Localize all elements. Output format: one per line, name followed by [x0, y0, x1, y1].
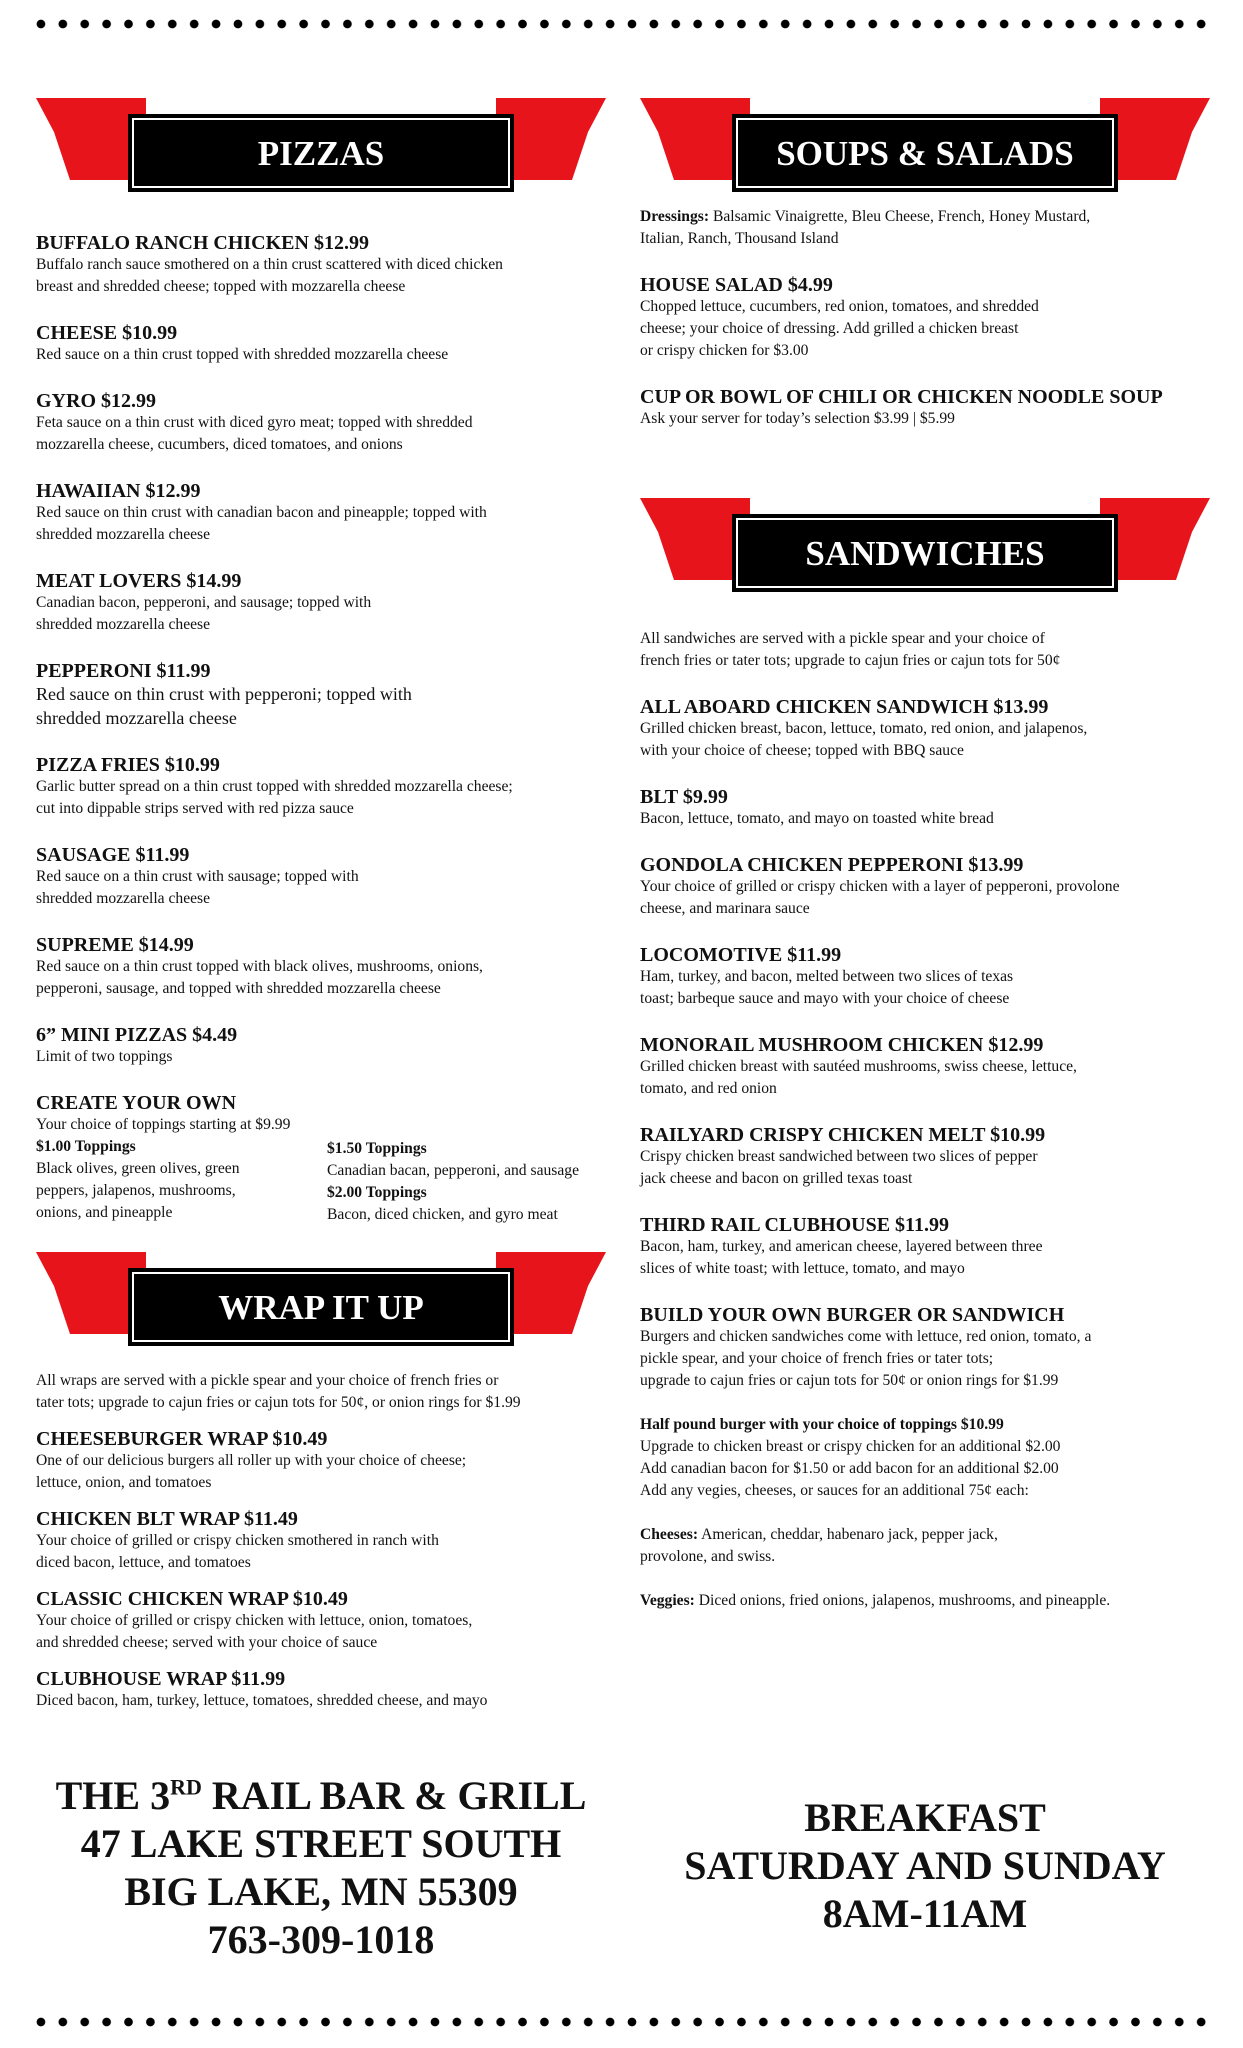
menu-item-title: SUPREME $14.99	[36, 934, 194, 956]
sandwich-list	[640, 628, 1220, 1612]
menu-item-title: PIZZA FRIES $10.99	[36, 754, 220, 776]
menu-item-desc: Chopped lettuce, cucumbers, red onion, tomatoes, and shredded	[640, 298, 1039, 315]
menu-item-title: CLUBHOUSE WRAP $11.99	[36, 1668, 286, 1690]
dressings-text-line: Balsamic Vinaigrette, Bleu Cheese, French, Honey Mustard,	[712, 208, 1091, 225]
menu-item-title: RAILYARD CRISPY CHICKEN MELT $10.99	[640, 1124, 1046, 1146]
veggies	[640, 1590, 1220, 1612]
menu-item	[640, 944, 1220, 1010]
wrap-list	[36, 1370, 606, 1712]
menu-item	[36, 232, 606, 298]
toppings-2-desc: Canadian bacan, pepperoni, and sausage	[327, 1162, 579, 1179]
menu-item	[36, 754, 606, 820]
wraps-intro-line: tater tots; upgrade to cajun fries or cajun tots for 50¢, or onion rings for $1.99	[36, 1394, 521, 1411]
menu-item	[640, 1214, 1220, 1280]
menu-item-title: BUFFALO RANCH CHICKEN $12.99	[36, 232, 369, 254]
menu-item	[36, 480, 606, 546]
menu-item-desc: shredded mozzarella cheese	[36, 616, 211, 633]
left-column	[36, 92, 606, 1712]
cheeses	[640, 1524, 1220, 1568]
menu-item-title: PEPPERONI $11.99	[36, 660, 211, 682]
menu-item-desc: Red sauce on thin crust with pepperoni; topped with	[36, 684, 412, 704]
right-column	[640, 92, 1220, 1612]
menu-item	[36, 1508, 606, 1574]
menu-item-desc: Ham, turkey, and bacon, melted between two slices of texas	[640, 968, 1014, 985]
menu-item-desc: toast; barbeque sauce and mayo with your choice of cheese	[640, 990, 1010, 1007]
veggies-label: Veggies:	[640, 1592, 695, 1609]
menu-item-title: CUP OR BOWL OF CHILI OR CHICKEN NOODLE SOUP	[640, 386, 1163, 408]
menu-item-desc: shredded mozzarella cheese	[36, 526, 211, 543]
menu-item	[640, 1124, 1220, 1190]
menu-item-desc: Bacon, ham, turkey, and american cheese, layered between three	[640, 1238, 1043, 1255]
half-pound-title: Half pound burger with your choice of toppings $10.99	[640, 1416, 1004, 1433]
toppings-1-desc-line: onions, and pineapple	[36, 1204, 173, 1221]
toppings-1-desc-line: peppers, jalapenos, mushrooms,	[36, 1182, 236, 1199]
menu-item	[640, 786, 1220, 830]
create-your-own-title: CREATE YOUR OWN	[36, 1092, 237, 1114]
menu-item-title: THIRD RAIL CLUBHOUSE $11.99	[640, 1214, 949, 1236]
menu-item-title: 6” MINI PIZZAS $4.49	[36, 1024, 238, 1046]
create-your-own	[36, 1092, 606, 1226]
menu-item-desc: Burgers and chicken sandwiches come with lettuce, red onion, tomato, a	[640, 1328, 1092, 1345]
menu-item-desc: Ask your server for today’s selection $3.99 | $5.99	[640, 410, 955, 427]
menu-item-desc: with your choice of cheese; topped with BBQ sauce	[640, 742, 964, 759]
menu-item-title: MEAT LOVERS $14.99	[36, 570, 242, 592]
street-address: 47 LAKE STREET SOUTH	[80, 1821, 562, 1866]
menu-item-desc: cheese; your choice of dressing. Add grilled a chicken breast	[640, 320, 1019, 337]
soups-list	[640, 206, 1220, 430]
menu-item-desc: Red sauce on a thin crust topped with black olives, mushrooms, onions,	[36, 958, 483, 975]
restaurant-address-block	[36, 1772, 606, 1964]
half-pound-burger	[640, 1414, 1220, 1502]
toppings-3-desc: Bacon, diced chicken, and gyro meat	[327, 1206, 558, 1223]
menu-item-desc: Buffalo ranch sauce smothered on a thin crust scattered with diced chicken	[36, 256, 503, 273]
wraps-heading: WRAP IT UP	[218, 1288, 424, 1327]
menu-item-desc: One of our delicious burgers all roller up with your choice of cheese;	[36, 1452, 467, 1469]
toppings-3-title: $2.00 Toppings	[327, 1184, 427, 1201]
menu-item-title: BUILD YOUR OWN BURGER OR SANDWICH	[640, 1304, 1065, 1326]
wraps-banner	[36, 1246, 606, 1364]
menu-item-desc: Your choice of grilled or crispy chicken with a layer of pepperoni, provolone	[640, 878, 1120, 895]
menu-item-desc: diced bacon, lettuce, and tomatoes	[36, 1554, 251, 1571]
menu-item-desc: shredded mozzarella cheese	[36, 708, 237, 728]
breakfast-time: 8AM-11AM	[822, 1891, 1028, 1936]
pizzas-banner	[36, 92, 606, 210]
soups-heading: SOUPS & SALADS	[776, 134, 1074, 173]
cheeses-line: provolone, and swiss.	[640, 1548, 776, 1565]
menu-item-desc: Grilled chicken breast with sautéed mushrooms, swiss cheese, lettuce,	[640, 1058, 1077, 1075]
menu-item	[36, 1428, 606, 1494]
soups-banner	[640, 92, 1210, 210]
menu-item-desc: Your choice of grilled or crispy chicken with lettuce, onion, tomatoes,	[36, 1612, 473, 1629]
menu-item-desc: lettuce, onion, and tomatoes	[36, 1474, 212, 1491]
menu-item	[36, 322, 606, 366]
menu-item-title: SAUSAGE $11.99	[36, 844, 190, 866]
menu-item-desc: Grilled chicken breast, bacon, lettuce, tomato, red onion, and jalapenos,	[640, 720, 1088, 737]
half-pound-line: Add any vegies, cheeses, or sauces for an additional 75¢ each:	[640, 1482, 1029, 1499]
menu-item	[640, 696, 1220, 762]
breakfast-hours-block	[640, 1794, 1210, 1938]
menu-item-desc: pickle spear, and your choice of french fries or tater tots;	[640, 1350, 994, 1367]
menu-item	[36, 1588, 606, 1654]
half-pound-line: Upgrade to chicken breast or crispy chicken for an additional $2.00	[640, 1438, 1061, 1455]
menu-item-desc: Crispy chicken breast sandwiched between two slices of pepper	[640, 1148, 1038, 1165]
menu-item	[640, 1034, 1220, 1100]
cheeses-line: American, cheddar, habenaro jack, pepper jack,	[701, 1526, 998, 1543]
menu-item-title: MONORAIL MUSHROOM CHICKEN $12.99	[640, 1034, 1044, 1056]
menu-item-title: HAWAIIAN $12.99	[36, 480, 201, 502]
menu-item	[36, 570, 606, 636]
menu-item-desc: or crispy chicken for $3.00	[640, 342, 809, 359]
menu-item-desc: mozzarella cheese, cucumbers, diced tomatoes, and onions	[36, 436, 403, 453]
sandwiches-intro-line: french fries or tater tots; upgrade to cajun fries or cajun tots for 50¢	[640, 652, 1061, 669]
pizza-list	[36, 232, 606, 1226]
menu-item-title: CHICKEN BLT WRAP $11.49	[36, 1508, 298, 1530]
toppings-1-desc-line: Black olives, green olives, green	[36, 1160, 240, 1177]
menu-item-desc: upgrade to cajun fries or cajun tots for 50¢ or onion rings for $1.99	[640, 1372, 1059, 1389]
veggies-text: Diced onions, fried onions, jalapenos, mushrooms, and pineapple.	[698, 1592, 1111, 1609]
menu-item-desc: Red sauce on a thin crust with sausage; topped with	[36, 868, 359, 885]
menu-item-title: ALL ABOARD CHICKEN SANDWICH $13.99	[640, 696, 1049, 718]
menu-item	[36, 1024, 606, 1068]
menu-item-desc: Feta sauce on a thin crust with diced gyro meat; topped with shredded	[36, 414, 473, 431]
menu-item-desc: Limit of two toppings	[36, 1048, 173, 1065]
pizzas-heading: PIZZAS	[257, 134, 385, 173]
menu-item-title: LOCOMOTIVE $11.99	[640, 944, 842, 966]
dressings-label: Dressings:	[640, 208, 710, 225]
cheeses-label: Cheeses:	[640, 1526, 699, 1543]
toppings-1-title: $1.00 Toppings	[36, 1138, 136, 1155]
menu-item-desc: shredded mozzarella cheese	[36, 890, 211, 907]
create-your-own-desc: Your choice of toppings starting at $9.99	[36, 1116, 291, 1133]
menu-item-title: CLASSIC CHICKEN WRAP $10.49	[36, 1588, 348, 1610]
menu-item	[640, 854, 1220, 920]
menu-item-desc: Diced bacon, ham, turkey, lettuce, tomatoes, shredded cheese, and mayo	[36, 1692, 488, 1709]
sandwiches-banner	[640, 492, 1210, 610]
dressings-text-line: Italian, Ranch, Thousand Island	[640, 230, 839, 247]
menu-item-desc: jack cheese and bacon on grilled texas toast	[640, 1170, 913, 1187]
menu-item	[640, 274, 1220, 362]
city-state-zip: BIG LAKE, MN 55309	[124, 1869, 518, 1914]
menu-item-desc: tomato, and red onion	[640, 1080, 777, 1097]
menu-item-desc: cut into dippable strips served with red pizza sauce	[36, 800, 354, 817]
menu-item	[36, 390, 606, 456]
restaurant-name: THE 3RD RAIL BAR & GRILL	[55, 1773, 587, 1818]
menu-item-title: CHEESEBURGER WRAP $10.49	[36, 1428, 328, 1450]
menu-item	[640, 1304, 1220, 1392]
sandwiches-intro-line: All sandwiches are served with a pickle spear and your choice of	[640, 630, 1045, 647]
menu-item-desc: breast and shredded cheese; topped with mozzarella cheese	[36, 278, 406, 295]
menu-item-desc: Red sauce on thin crust with canadian bacon and pineapple; topped with	[36, 504, 487, 521]
bottom-dotted-border	[30, 2016, 1213, 2028]
breakfast-days: SATURDAY AND SUNDAY	[684, 1843, 1166, 1888]
menu-item-title: BLT $9.99	[640, 786, 728, 808]
menu-item-desc: Canadian bacon, pepperoni, and sausage; topped with	[36, 594, 372, 611]
menu-item	[36, 1668, 606, 1712]
menu-item-title: GYRO $12.99	[36, 390, 156, 412]
menu-item-desc: Red sauce on a thin crust topped with shredded mozzarella cheese	[36, 346, 449, 363]
top-dotted-border	[30, 18, 1213, 30]
menu-item-title: HOUSE SALAD $4.99	[640, 274, 833, 296]
menu-item-title: CHEESE $10.99	[36, 322, 178, 344]
toppings-2-title: $1.50 Toppings	[327, 1140, 427, 1157]
restaurant-name-sup: RD	[170, 1774, 202, 1800]
menu-item-desc: Garlic butter spread on a thin crust topped with shredded mozzarella cheese;	[36, 778, 513, 795]
menu-item	[36, 844, 606, 910]
half-pound-line: Add canadian bacon for $1.50 or add bacon for an additional $2.00	[640, 1460, 1059, 1477]
menu-item-desc: and shredded cheese; served with your choice of sauce	[36, 1634, 378, 1651]
sandwiches-heading: SANDWICHES	[805, 534, 1045, 573]
phone-number: 763-309-1018	[207, 1917, 435, 1962]
menu-item-desc: Bacon, lettuce, tomato, and mayo on toasted white bread	[640, 810, 994, 827]
menu-item-desc: Your choice of grilled or crispy chicken smothered in ranch with	[36, 1532, 439, 1549]
menu-item-desc: pepperoni, sausage, and topped with shredded mozzarella cheese	[36, 980, 441, 997]
menu-item	[640, 386, 1220, 430]
menu-item-title: GONDOLA CHICKEN PEPPERONI $13.99	[640, 854, 1024, 876]
menu-item-desc: slices of white toast; with lettuce, tomato, and mayo	[640, 1260, 965, 1277]
menu-item	[36, 660, 606, 730]
menu-item-desc: cheese, and marinara sauce	[640, 900, 810, 917]
menu-item	[36, 934, 606, 1000]
wraps-intro-line: All wraps are served with a pickle spear and your choice of french fries or	[36, 1372, 499, 1389]
breakfast-title: BREAKFAST	[804, 1795, 1046, 1840]
